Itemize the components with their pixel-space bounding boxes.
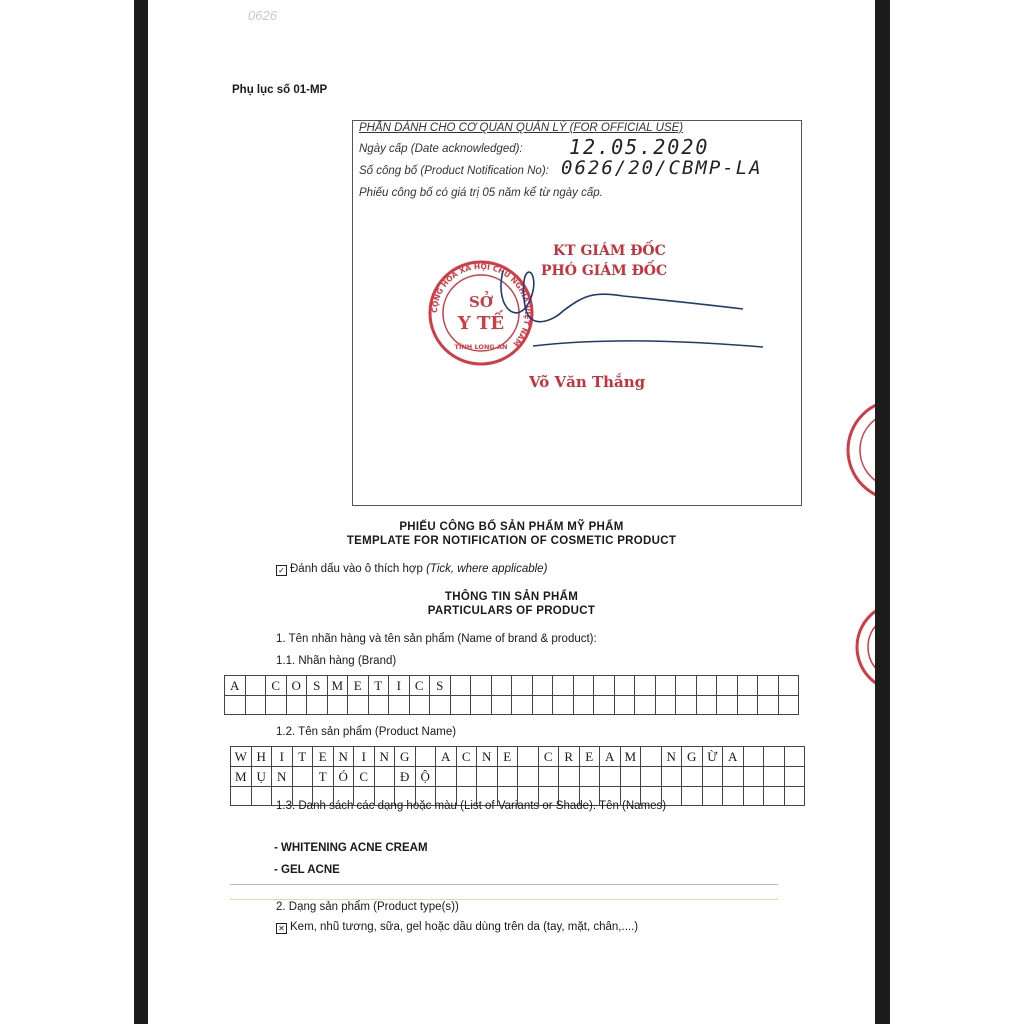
grid-cell [477, 767, 498, 787]
variant-1: - WHITENING ACNE CREAM [274, 842, 428, 854]
grid-cell: E [497, 747, 518, 767]
grid-cell [743, 767, 764, 787]
grid-cell [471, 676, 492, 696]
grid-cell [430, 696, 451, 715]
grid-cell: N [272, 767, 293, 787]
grid-cell [471, 696, 492, 715]
grid-cell [512, 696, 533, 715]
grid-cell [594, 676, 615, 696]
grid-cell: G [395, 747, 416, 767]
grid-cell: I [354, 747, 375, 767]
grid-cell [661, 767, 682, 787]
checked-box-icon: ✓ [276, 565, 287, 576]
title-vietnamese: PHIẾU CÔNG BỐ SẢN PHẨM MỸ PHẨM [399, 521, 624, 533]
grid-cell [368, 696, 389, 715]
grid-cell [655, 696, 676, 715]
grid-cell [579, 767, 600, 787]
grid-cell: A [723, 747, 744, 767]
grid-cell [676, 696, 697, 715]
grid-cell: E [348, 676, 369, 696]
grid-cell [758, 676, 779, 696]
grid-cell [723, 787, 744, 806]
product-name-grid [230, 746, 805, 806]
section-title-vn: THÔNG TIN SẢN PHẨM [444, 591, 579, 603]
grid-cell: T [313, 767, 334, 787]
brand-row [225, 676, 799, 696]
divider-2 [230, 899, 778, 900]
grid-cell: C [354, 767, 375, 787]
product-row-1 [231, 747, 805, 767]
grid-cell [518, 747, 539, 767]
grid-cell [641, 747, 662, 767]
grid-cell [231, 787, 252, 806]
grid-cell [538, 767, 559, 787]
item-1-3-label: 1.3. Danh sách các dạng hoặc màu (List of Variants or Shade). Tên (Names) [276, 800, 667, 812]
grid-cell [456, 767, 477, 787]
grid-cell [450, 696, 471, 715]
grid-cell: S [307, 676, 328, 696]
grid-cell: N [374, 747, 395, 767]
right-dark-edge [875, 0, 890, 1024]
grid-cell [778, 696, 799, 715]
grid-cell: R [559, 747, 580, 767]
grid-cell: S [430, 676, 451, 696]
left-background [0, 0, 134, 1024]
grid-cell [743, 787, 764, 806]
grid-cell: Ừ [702, 747, 723, 767]
grid-cell: I [272, 747, 293, 767]
grid-cell [743, 747, 764, 767]
grid-cell [764, 747, 785, 767]
grid-cell [327, 696, 348, 715]
grid-cell [758, 696, 779, 715]
grid-cell: T [368, 676, 389, 696]
grid-cell [655, 676, 676, 696]
appendix-label: Phụ lục số 01-MP [232, 84, 328, 96]
tick-note-vn: Đánh dấu vào ô thích hợp [290, 563, 423, 575]
grid-cell: Đ [395, 767, 416, 787]
tick-note [276, 563, 547, 576]
item-1-label: 1. Tên nhãn hàng và tên sản phẩm (Name of brand & product): [276, 633, 597, 645]
variant-2: - GEL ACNE [274, 864, 340, 876]
grid-cell [723, 767, 744, 787]
grid-cell: N [661, 747, 682, 767]
grid-cell [778, 676, 799, 696]
grid-cell: E [313, 747, 334, 767]
grid-cell [251, 787, 272, 806]
grid-cell [348, 696, 369, 715]
grid-cell [737, 696, 758, 715]
grid-cell [553, 696, 574, 715]
grid-cell [559, 767, 580, 787]
grid-cell: M [620, 747, 641, 767]
grid-cell [266, 696, 287, 715]
grid-cell [600, 767, 621, 787]
grid-cell [717, 696, 738, 715]
grid-cell [292, 767, 313, 787]
grid-cell: C [266, 676, 287, 696]
grid-cell [614, 676, 635, 696]
grid-cell [676, 676, 697, 696]
signature-title-2: PHÓ GIÁM ĐỐC [541, 263, 668, 279]
validity-note: Phiếu công bố có giá trị 05 năm kể từ ngày cấp. [359, 187, 603, 199]
grid-cell [764, 787, 785, 806]
grid-cell: C [456, 747, 477, 767]
grid-cell [450, 676, 471, 696]
seal-bottom-text: TỈNH LONG AN [454, 343, 508, 351]
grid-cell [512, 676, 533, 696]
seal-main-text: Y TẾ [457, 313, 505, 334]
grid-cell [286, 696, 307, 715]
grid-cell: N [333, 747, 354, 767]
signature-title-1: KT GIÁM ĐỐC [553, 243, 666, 259]
margin-handnote: 0626 [248, 8, 277, 23]
item-2-option [276, 921, 638, 934]
grid-cell [784, 767, 805, 787]
grid-cell [532, 696, 553, 715]
grid-cell: M [231, 767, 252, 787]
grid-cell [702, 767, 723, 787]
grid-cell: A [436, 747, 457, 767]
grid-cell: A [600, 747, 621, 767]
handwritten-signature [463, 251, 783, 361]
grid-cell: T [292, 747, 313, 767]
grid-cell: M [327, 676, 348, 696]
grid-cell [635, 676, 656, 696]
notification-number-value: 0626/20/CBMP-LA [561, 157, 763, 179]
grid-cell [245, 696, 266, 715]
grid-cell [518, 767, 539, 787]
grid-cell [784, 747, 805, 767]
grid-cell [594, 696, 615, 715]
crossed-box-icon: ✕ [276, 923, 287, 934]
seal-top-text: SỞ [469, 293, 493, 311]
official-use-box [352, 120, 802, 506]
official-heading: PHẦN DÀNH CHO CƠ QUAN QUẢN LÝ (FOR OFFICIAL USE) [359, 122, 684, 134]
section-title-en: PARTICULARS OF PRODUCT [427, 605, 596, 617]
grid-cell [717, 676, 738, 696]
grid-cell: Ộ [415, 767, 436, 787]
grid-cell [614, 696, 635, 715]
grid-cell [784, 787, 805, 806]
seal-ring-text: CỘNG HÒA XÃ HỘI CHỦ NGHĨA VIỆT NAM [429, 261, 533, 349]
document-page [148, 0, 875, 1024]
date-value: 12.05.2020 [569, 135, 710, 159]
grid-cell [436, 767, 457, 787]
product-row-2 [231, 767, 805, 787]
left-dark-edge [134, 0, 148, 1024]
grid-cell [497, 767, 518, 787]
grid-cell: G [682, 747, 703, 767]
grid-cell [532, 676, 553, 696]
grid-cell [573, 676, 594, 696]
item-2-label: 2. Dạng sản phẩm (Product type(s)) [276, 901, 459, 913]
grid-cell: O [286, 676, 307, 696]
grid-cell [696, 676, 717, 696]
grid-cell: A [225, 676, 246, 696]
partial-seal-icon-1 [843, 395, 875, 505]
grid-cell: H [251, 747, 272, 767]
notification-number-label: Số công bố (Product Notification No): [359, 165, 549, 177]
grid-cell: Ó [333, 767, 354, 787]
grid-cell [491, 676, 512, 696]
grid-cell [682, 767, 703, 787]
grid-cell [553, 676, 574, 696]
item-1-1-label: 1.1. Nhãn hàng (Brand) [276, 655, 397, 667]
grid-cell [641, 767, 662, 787]
divider-1 [230, 884, 778, 885]
grid-cell [764, 767, 785, 787]
grid-cell: W [231, 747, 252, 767]
grid-cell [491, 696, 512, 715]
grid-cell [415, 747, 436, 767]
item-2-option-text: Kem, nhũ tương, sữa, gel hoặc dầu dùng trên da (tay, mặt, chân,....) [290, 921, 639, 933]
grid-cell: E [579, 747, 600, 767]
grid-cell [696, 696, 717, 715]
grid-cell: C [409, 676, 430, 696]
brand-row-empty [225, 696, 799, 715]
tick-note-en: (Tick, where applicable) [426, 563, 548, 575]
signer-name: Võ Văn Thắng [529, 373, 646, 391]
grid-cell: I [389, 676, 410, 696]
grid-cell [409, 696, 430, 715]
grid-cell [737, 676, 758, 696]
grid-cell: N [477, 747, 498, 767]
grid-cell: Ụ [251, 767, 272, 787]
grid-cell [245, 676, 266, 696]
grid-cell [225, 696, 246, 715]
grid-cell [307, 696, 328, 715]
grid-cell [573, 696, 594, 715]
grid-cell [682, 787, 703, 806]
grid-cell [635, 696, 656, 715]
item-1-2-label: 1.2. Tên sản phẩm (Product Name) [276, 726, 457, 738]
grid-cell [620, 767, 641, 787]
grid-cell [702, 787, 723, 806]
grid-cell: C [538, 747, 559, 767]
grid-cell [374, 767, 395, 787]
brand-grid [224, 675, 799, 715]
date-label: Ngày cấp (Date acknowledged): [359, 143, 523, 155]
title-english: TEMPLATE FOR NOTIFICATION OF COSMETIC PRODUCT [346, 535, 677, 547]
grid-cell [389, 696, 410, 715]
